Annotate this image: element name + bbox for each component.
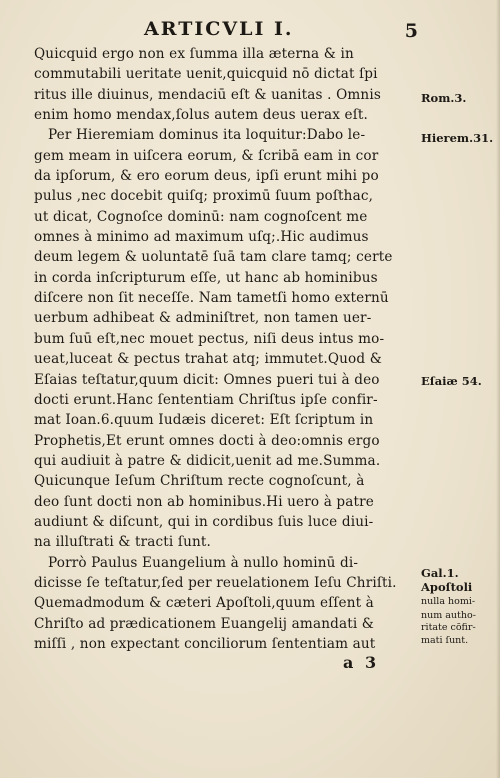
margin-note-apostoli: Apoſtoli xyxy=(421,580,473,594)
text-line: miſſi , non expectant conciliorum ſententiam aut xyxy=(34,635,376,652)
text-line: enim homo mendax,ſolus autem deus uerax eſt. xyxy=(34,107,369,124)
margin-note-hierem: Hierem.31. xyxy=(421,131,494,145)
page-number: 5 xyxy=(404,20,418,42)
margin-note-apostoli-5: mati ſunt. xyxy=(421,635,469,646)
text-line: da ipſorum, & ero eorum deus, ipſi erunt mihi po xyxy=(34,168,379,185)
text-line: deo ſunt docti non ab hominibus.Hi uero à patre xyxy=(34,493,374,510)
text-line: na illuſtrati & tracti ſunt. xyxy=(34,534,211,551)
page-header xyxy=(34,18,418,42)
body-text xyxy=(34,44,419,654)
text-line: ritus ille diuinus, mendaciū eſt & uanitas . Omnis xyxy=(34,86,381,103)
text-line: pulus ,nec docebit quiſq; proximū ſuum poſthac, xyxy=(34,188,374,205)
text-line: Porrò Paulus Euangelium à nullo hominū di- xyxy=(48,554,359,571)
text-line: in corda inſcripturum eſſe, ut hanc ab hominibus xyxy=(34,269,378,286)
text-line: bum ſuū eſt,nec mouet pectus, niſi deus intus mo- xyxy=(34,330,385,347)
margin-note-apostoli-4: ritate cōfir- xyxy=(421,622,476,633)
page-edge-shadow xyxy=(496,0,500,778)
text-line: omnes à minimo ad maximum uſq;.Hic audimus xyxy=(34,229,369,246)
text-line: mat Ioan.6.quum Iudæis diceret: Eſt ſcriptum in xyxy=(34,412,374,429)
text-line: docti erunt.Hanc ſententiam Chriſtus ipſe confir- xyxy=(34,391,378,408)
text-line: Chriſto ad prædicationem Euangelij amandati & xyxy=(34,615,375,632)
text-line: deum legem & uoluntatē ſuā tam clare tamq; certe xyxy=(34,249,393,266)
text-line: diſcere non ſit neceſſe. Nam tametſi homo externū xyxy=(34,290,389,307)
text-line: Quicunque Ieſum Chriſtum recte cognoſcunt, à xyxy=(34,473,365,490)
text-line: gem meam in uiſcera eorum, & ſcribā eam in cor xyxy=(34,147,379,164)
text-line: ueat,luceat & pectus trahat atq; immutet.Quod & xyxy=(34,351,382,368)
text-line: uerbum adhibeat & adminiſtret, non tamen uer- xyxy=(34,310,372,327)
margin-note-esaiae: Eſaiæ 54. xyxy=(421,374,482,388)
margin-note-gal: Gal.1. xyxy=(421,566,459,580)
text-line: Quicquid ergo non ex ſumma illa æterna & in xyxy=(34,46,354,62)
text-line: Per Hieremiam dominus ita loquitur:Dabo le- xyxy=(48,127,366,144)
text-line: ut dicat, Cognoſce dominū: nam cognoſcent me xyxy=(34,208,368,225)
margin-note-rom: Rom.3. xyxy=(421,91,467,105)
text-line: Eſaias teſtatur,quum dicit: Omnes pueri tui à deo xyxy=(34,371,380,388)
text-line: commutabili ueritate uenit,quicquid nō dictat ſpi xyxy=(34,66,378,83)
signature-mark: a 3 xyxy=(343,653,380,672)
margin-note-apostoli-2: nulla homi- xyxy=(421,596,476,607)
text-line: Quemadmodum & cæteri Apoſtoli,quum eſſent à xyxy=(34,595,374,612)
text-line: Prophetis,Et erunt omnes docti à deo:omnis ergo xyxy=(34,432,380,449)
text-line: audiunt & diſcunt, qui in cordibus ſuis luce diui- xyxy=(34,513,374,530)
margin-note-apostoli-3: num autho- xyxy=(421,610,476,621)
text-line: dicisse ſe teſtatur,ſed per reuelationem Ieſu Chriſti. xyxy=(34,574,397,591)
running-head: ARTICVLI I. xyxy=(144,18,294,40)
text-line: qui audiuit à patre & didicit,uenit ad me.Summa. xyxy=(34,452,381,469)
